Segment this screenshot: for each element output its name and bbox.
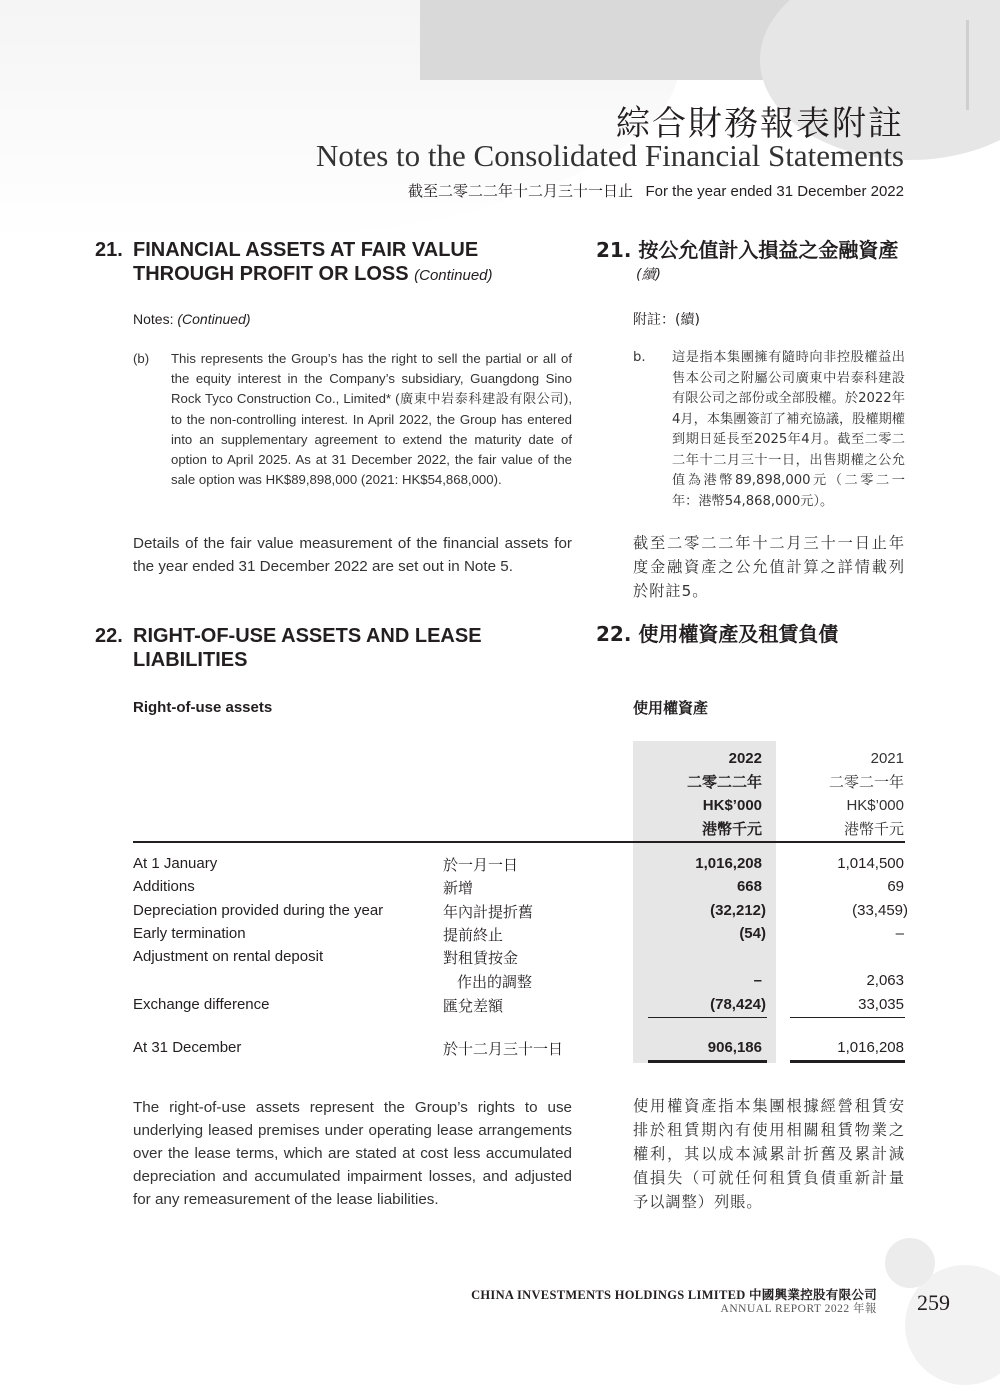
section-21-heading-en [95,238,493,288]
item-b-label-cn: b. [633,350,646,365]
section-title-line1: FINANCIAL ASSETS AT FAIR VALUE [133,239,479,261]
section-number: 22. [596,622,632,646]
section-title-cn: 使用權資產及租賃負債 [638,622,839,646]
subtotal-rule-2021 [790,1017,905,1018]
page-title-cn: 綜合財務報表附註 [616,104,904,144]
subheading-cn: 使用權資產 [633,699,709,717]
closing-paragraph-cn: 使用權資產指本集團根據經營租賃安排於租賃期內有使用相關租賃物業之權利，其以成本減累計折舊及累計減值損失（可就任何租賃負債重新計量予以調整）列賬。 [633,1097,905,1211]
footer-decoration-circle-small [885,1238,935,1288]
table-cell-2021: 69 [887,878,904,895]
table-cell-2022: 668 [736,878,762,895]
column-year-cn: 二零二一年 [828,772,904,791]
notes-continued: (Continued) [177,311,251,327]
page-subtitle [408,180,904,201]
closing-paragraph-en: The right-of-use assets represent the Group’s rights to use underlying leased premises under operating lease arrangements over the lease terms, which are stated at cost less accumulated depreciation and accumulated impairment losses, and adjusted for any remeasurement of the lease liabilities. [133,1099,572,1208]
footer-report: ANNUAL REPORT 2022 年報 [720,1303,877,1315]
column-unit: HK$’000 [846,797,904,814]
subheading-en: Right-of-use assets [133,699,273,716]
table-cell-2021: 2,063 [866,972,904,989]
section-21-heading-cn [596,238,898,262]
table-cell-2021: (33,459) [852,902,908,919]
notes-label-en [133,311,251,327]
details-paragraph-cn: 截至二零二二年十二月三十一日止年度金融資產之公允值計算之詳情載列於附註5。 [633,534,905,600]
column-year: 2022 [728,750,762,767]
table-row-label-en: At 1 January [133,855,218,872]
column-year-cn: 二零二二年 [686,772,762,791]
table-row-label-cn: 新增 [443,879,474,897]
table-row-label-en: Early termination [133,925,246,942]
table-row-label-en: Depreciation provided during the year [133,902,384,919]
page-title-en: Notes to the Consolidated Financial Statements [315,138,904,173]
section-22-heading-en [95,624,482,672]
notes-label-cn: 附註：(續) [633,312,700,328]
continued-label-cn: (續) [636,267,661,283]
table-cell-2021: – [895,925,904,942]
section-number: 21. [95,239,123,261]
table-cell-2022: (54) [739,925,766,942]
column-unit: HK$’000 [702,797,762,814]
continued-label: (Continued) [414,267,493,284]
table-cell-2022: (32,212) [710,902,766,919]
section-number: 22. [95,625,123,647]
table-row-label-en: Adjustment on rental deposit [133,948,324,965]
section-title-line2: THROUGH PROFIT OR LOSS [133,263,409,285]
table-row-label-cn: 提前終止 [443,926,504,944]
notes-label: Notes: [133,311,174,327]
footer-company: CHINA INVESTMENTS HOLDINGS LIMITED 中國興業控股有限公司 [471,1288,877,1302]
item-b-label-en: (b) [133,351,150,366]
table-cell-2022: 1,016,208 [695,855,762,872]
table-row-label-en: At 31 December [133,1039,242,1056]
page-number: 259 [917,1290,950,1315]
item-b-text-cn: 這是指本集團擁有隨時向非控股權益出售本公司之附屬公司廣東中岩泰科建設有限公司之部份或全部股權。於2022年4月，本集團簽訂了補充協議，股權期權到期日延長至2025年4月。截至二零二二年十二月三十一日，出售期權之公允值為港幣89,898,000元（二零二一年：港幣54,868,000元）。 [672,350,905,509]
table-header-2021 [829,747,904,841]
column-unit-cn: 港幣千元 [701,819,762,838]
table-header-rule [133,841,905,843]
table-row-label-en: Exchange difference [133,996,270,1013]
period-en: For the year ended 31 December 2022 [645,183,904,200]
item-b-text-en: This represents the Group’s has the right to sell the partial or all of the equity interest in the Company’s subsidiary, Guangdong Sino Rock Tyco Construction Co., Limited* (廣東中岩泰科建設有限公司), to the non-controlling interest. In April 2022, the Group has entered into an supplementary agreement to extend the maturity date of option to April 2025. As at 31 December 2022, the fair value of the sale option was HK$89,898,000 (2021: HK$54,868,000). [171,351,572,488]
section-title-line2: LIABILITIES [133,649,248,671]
table-cell-2021: 1,016,208 [837,1039,904,1056]
details-paragraph-en: Details of the fair value measurement of the financial assets for the year ended 31 December 2022 are set out in Note 5. [133,535,572,575]
subtotal-rule-2022 [648,1017,767,1018]
table-row-label-en: Additions [133,878,195,895]
table-row-label-cn-cont: 作出的調整 [457,973,533,991]
column-unit-cn: 港幣千元 [843,819,904,838]
table-row-label-cn: 於一月一日 [443,856,519,874]
table-cell-2021: 1,014,500 [837,855,904,872]
section-title-cn: 按公允值計入損益之金融資產 [638,238,899,262]
period-cn: 截至二零二二年十二月三十一日止 [407,182,633,200]
table-row-label-cn: 匯兌差額 [443,997,504,1015]
section-number: 21. [596,238,632,262]
table-row-label-cn: 對租賃按金 [443,949,519,967]
column-year: 2021 [870,750,904,767]
total-rule-2022 [648,1060,767,1063]
section-22-heading-cn [596,622,838,646]
section-title-line1: RIGHT-OF-USE ASSETS AND LEASE [133,625,482,647]
table-row-label-cn: 年內計提折舊 [443,903,534,921]
table-cell-2022: (78,424) [710,996,766,1013]
table-cell-2021: 33,035 [858,996,904,1013]
total-rule-2021 [790,1060,905,1063]
header-decoration-line [966,20,969,110]
table-header-2022 [687,747,762,841]
table-cell-2022: – [753,972,762,989]
table-row-label-cn: 於十二月三十一日 [443,1040,564,1058]
table-cell-2022: 906,186 [707,1039,762,1056]
